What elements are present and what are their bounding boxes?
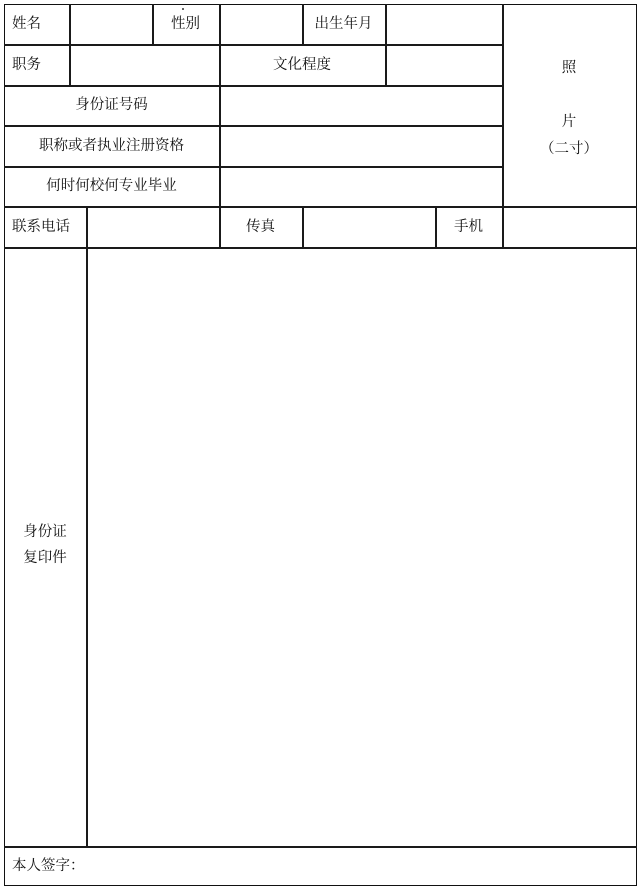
rule-row5 <box>4 206 637 208</box>
graduation-field[interactable] <box>221 168 501 205</box>
education-label: 文化程度 <box>273 56 331 73</box>
id-number-field[interactable] <box>221 87 501 124</box>
photo-label-2: 片 <box>561 114 577 130</box>
name-field[interactable] <box>71 6 151 43</box>
fax-field[interactable] <box>304 209 434 246</box>
id-copy-label-2: 复印件 <box>23 550 67 566</box>
education-field[interactable] <box>387 47 501 84</box>
photo-size-label: （二寸） <box>540 141 598 157</box>
id-copy-area[interactable] <box>88 249 635 845</box>
gender-field[interactable] <box>221 6 301 43</box>
mobile-label: 手机 <box>454 218 483 235</box>
id-number-label: 身份证号码 <box>75 97 148 114</box>
signature-field[interactable] <box>124 849 634 883</box>
position-field[interactable] <box>71 47 218 84</box>
position-label: 职务 <box>12 56 41 73</box>
photo-area[interactable] <box>503 6 635 206</box>
signature-label: 本人签字： <box>12 857 85 874</box>
birth-date-field[interactable] <box>387 6 501 43</box>
professional-title-field[interactable] <box>221 128 501 165</box>
phone-field[interactable] <box>88 209 218 246</box>
professional-title-label: 职称或者执业注册资格 <box>39 137 184 154</box>
gender-label: 性别 <box>171 15 200 32</box>
phone-label: 联系电话 <box>12 218 70 235</box>
name-label: 姓名 <box>12 15 41 32</box>
birth-date-label: 出生年月 <box>314 15 373 32</box>
photo-label-1: 照 <box>561 60 577 76</box>
id-copy-label-1: 身份证 <box>23 524 67 540</box>
fax-label: 传真 <box>246 218 275 235</box>
id-copy-label <box>4 519 86 571</box>
graduation-label: 何时何校何专业毕业 <box>46 178 177 195</box>
registration-form <box>4 4 637 886</box>
mobile-field[interactable] <box>504 209 635 246</box>
